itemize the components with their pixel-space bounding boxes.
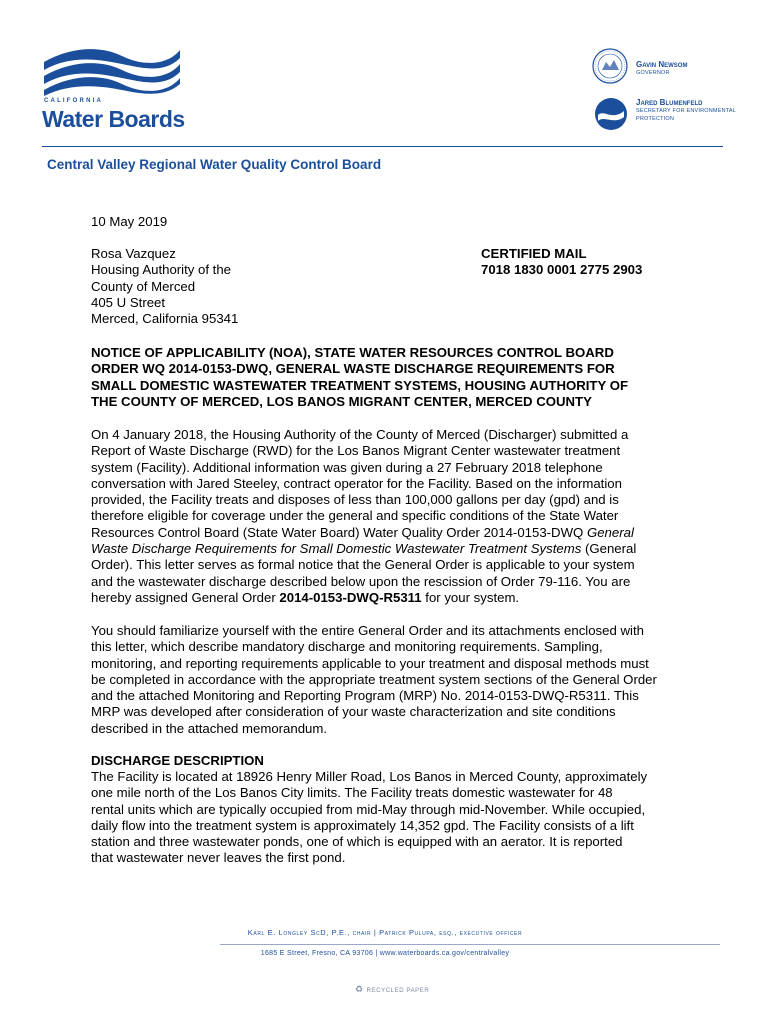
paragraph-line: this letter, which describe mandatory discharge and monitoring requirements. Sampling, xyxy=(91,639,603,655)
paragraph-text: (General xyxy=(581,541,637,557)
recycled-paper-note xyxy=(355,984,429,995)
state-seal-icon xyxy=(592,48,628,84)
paragraph-line: station and three wastewater ponds, one of which is equipped with an aerator. It is reported xyxy=(91,834,623,850)
certified-label: CERTIFIED MAIL xyxy=(481,246,587,261)
paragraph-line: described in the attached memorandum. xyxy=(91,720,328,736)
paragraph-line: system (Facility). Additional information was given during a 27 February 2018 telephone xyxy=(91,459,603,475)
paragraph-line: be completed in accordance with the appropriate treatment system sections of the General Order xyxy=(91,671,657,687)
paragraph-line xyxy=(91,525,671,541)
subject-heading xyxy=(91,345,671,410)
recipient-line: County of Merced xyxy=(91,278,196,294)
footer-address: 1685 E Street, Fresno, CA 93706 | www.waterboards.ca.gov/centralvalley xyxy=(260,950,510,957)
certified-mail-block xyxy=(481,246,642,279)
secretary-block xyxy=(636,99,736,123)
paragraph-line: Order). This letter serves as formal notice that the General Order is applicable to your system xyxy=(91,557,635,573)
logo-state-text: CALIFORNIA xyxy=(44,98,103,104)
footer-officers: Karl E. Longley ScD, P.E., chair | Patrick Pulupa, esq., executive officer xyxy=(247,928,523,937)
calepa-logo-icon xyxy=(594,97,628,131)
governor-name: Gavin Newsom xyxy=(636,60,688,69)
order-number-bold: 2014-0153-DWQ-R5311 xyxy=(279,589,422,605)
subject-line: ORDER WQ 2014-0153-DWQ, GENERAL WASTE DISCHARGE REQUIREMENTS FOR xyxy=(91,361,615,377)
recycle-icon: ♻ xyxy=(355,984,364,994)
paragraph-line: provided, the Facility treats and disposes of less than 100,000 gallons per day (gpd) and is xyxy=(91,492,619,508)
paragraph-1 xyxy=(91,427,671,606)
governor-title: GOVERNOR xyxy=(636,70,670,76)
recipient-line: 405 U Street xyxy=(91,294,166,310)
paragraph-3 xyxy=(91,769,671,867)
paragraph-2 xyxy=(91,623,671,737)
paragraph-line: The Facility is located at 18926 Henry Miller Road, Los Banos in Merced County, approximately xyxy=(91,769,648,784)
subject-line: THE COUNTY OF MERCED, LOS BANOS MIGRANT CENTER, MERCED COUNTY xyxy=(91,393,592,409)
paragraph-line: one mile north of the Los Banos City limits. The Facility treats domestic wastewater for 48 xyxy=(91,785,613,801)
paragraph-line: MRP was developed after consideration of your waste characterization and site conditions xyxy=(91,704,616,720)
paragraph-line: rental units which are typically occupied from mid-May through mid-November. While occupied, xyxy=(91,801,646,817)
paragraph-line: therefore eligible for coverage under the general and specific conditions of the State Water xyxy=(91,508,619,524)
paragraph-text: hereby assigned General Order xyxy=(91,589,280,605)
secretary-title: SECRETARY FOR ENVIRONMENTAL PROTECTION xyxy=(636,108,736,122)
discharge-description-heading: DISCHARGE DESCRIPTION xyxy=(91,753,264,768)
paragraph-line: daily flow into the treatment system is approximately 14,352 gpd. The Facility consists of a lift xyxy=(91,817,634,833)
order-title-italic: General xyxy=(586,524,634,540)
header-divider xyxy=(42,146,723,147)
letter-date: 10 May 2019 xyxy=(91,214,168,229)
paragraph-line: that wastewater never leaves the first pond. xyxy=(91,850,346,866)
order-title-italic: Waste Discharge Requirements for Small Domestic Wastewater Treatment Systems xyxy=(91,541,582,557)
paragraph-line: monitoring, and reporting requirements applicable to your treatment and disposal methods must xyxy=(91,655,649,671)
paragraph-text: Resources Control Board (State Water Board) Water Quality Order 2014-0153-DWQ xyxy=(91,524,587,540)
paragraph-line: Report of Waste Discharge (RWD) for the Los Banos Migrant Center wastewater treatment xyxy=(91,443,621,459)
paragraph-line xyxy=(91,590,671,606)
paragraph-text: for your system. xyxy=(421,589,520,605)
recipient-line: Housing Authority of the xyxy=(91,262,232,278)
paragraph-line: and the wastewater discharge described below upon the rescission of Order 79-116. You are xyxy=(91,573,631,589)
paragraph-line: On 4 January 2018, the Housing Authority of the County of Merced (Discharger) submitted a xyxy=(91,427,629,442)
paragraph-line: and the attached Monitoring and Reporting Program (MRP) No. 2014-0153-DWQ-R5311. This xyxy=(91,688,639,704)
logo-name-text: Water Boards xyxy=(42,106,185,132)
recipient-address xyxy=(91,246,291,327)
secretary-name: Jared Blumenfeld xyxy=(636,98,703,107)
paragraph-line: You should familiarize yourself with the entire General Order and its attachments enclosed with xyxy=(91,623,644,638)
paragraph-line xyxy=(91,541,671,557)
subject-line: SMALL DOMESTIC WASTEWATER TREATMENT SYSTEMS, HOUSING AUTHORITY OF xyxy=(91,377,629,393)
recipient-line: Merced, California 95341 xyxy=(91,311,239,327)
paragraph-line: conversation with Jared Steeley, contract operator for the Facility. Based on the information xyxy=(91,475,622,491)
board-name: Central Valley Regional Water Quality Control Board xyxy=(47,157,382,172)
certified-number: 7018 1830 0001 2775 2903 xyxy=(481,262,643,278)
water-boards-logo-icon xyxy=(42,44,182,100)
recipient-line: Rosa Vazquez xyxy=(91,246,176,261)
governor-block xyxy=(636,61,687,77)
recycled-paper-text: RECYCLED PAPER xyxy=(366,988,430,994)
subject-line: NOTICE OF APPLICABILITY (NOA), STATE WATER RESOURCES CONTROL BOARD xyxy=(91,345,614,360)
footer-divider xyxy=(220,944,720,945)
